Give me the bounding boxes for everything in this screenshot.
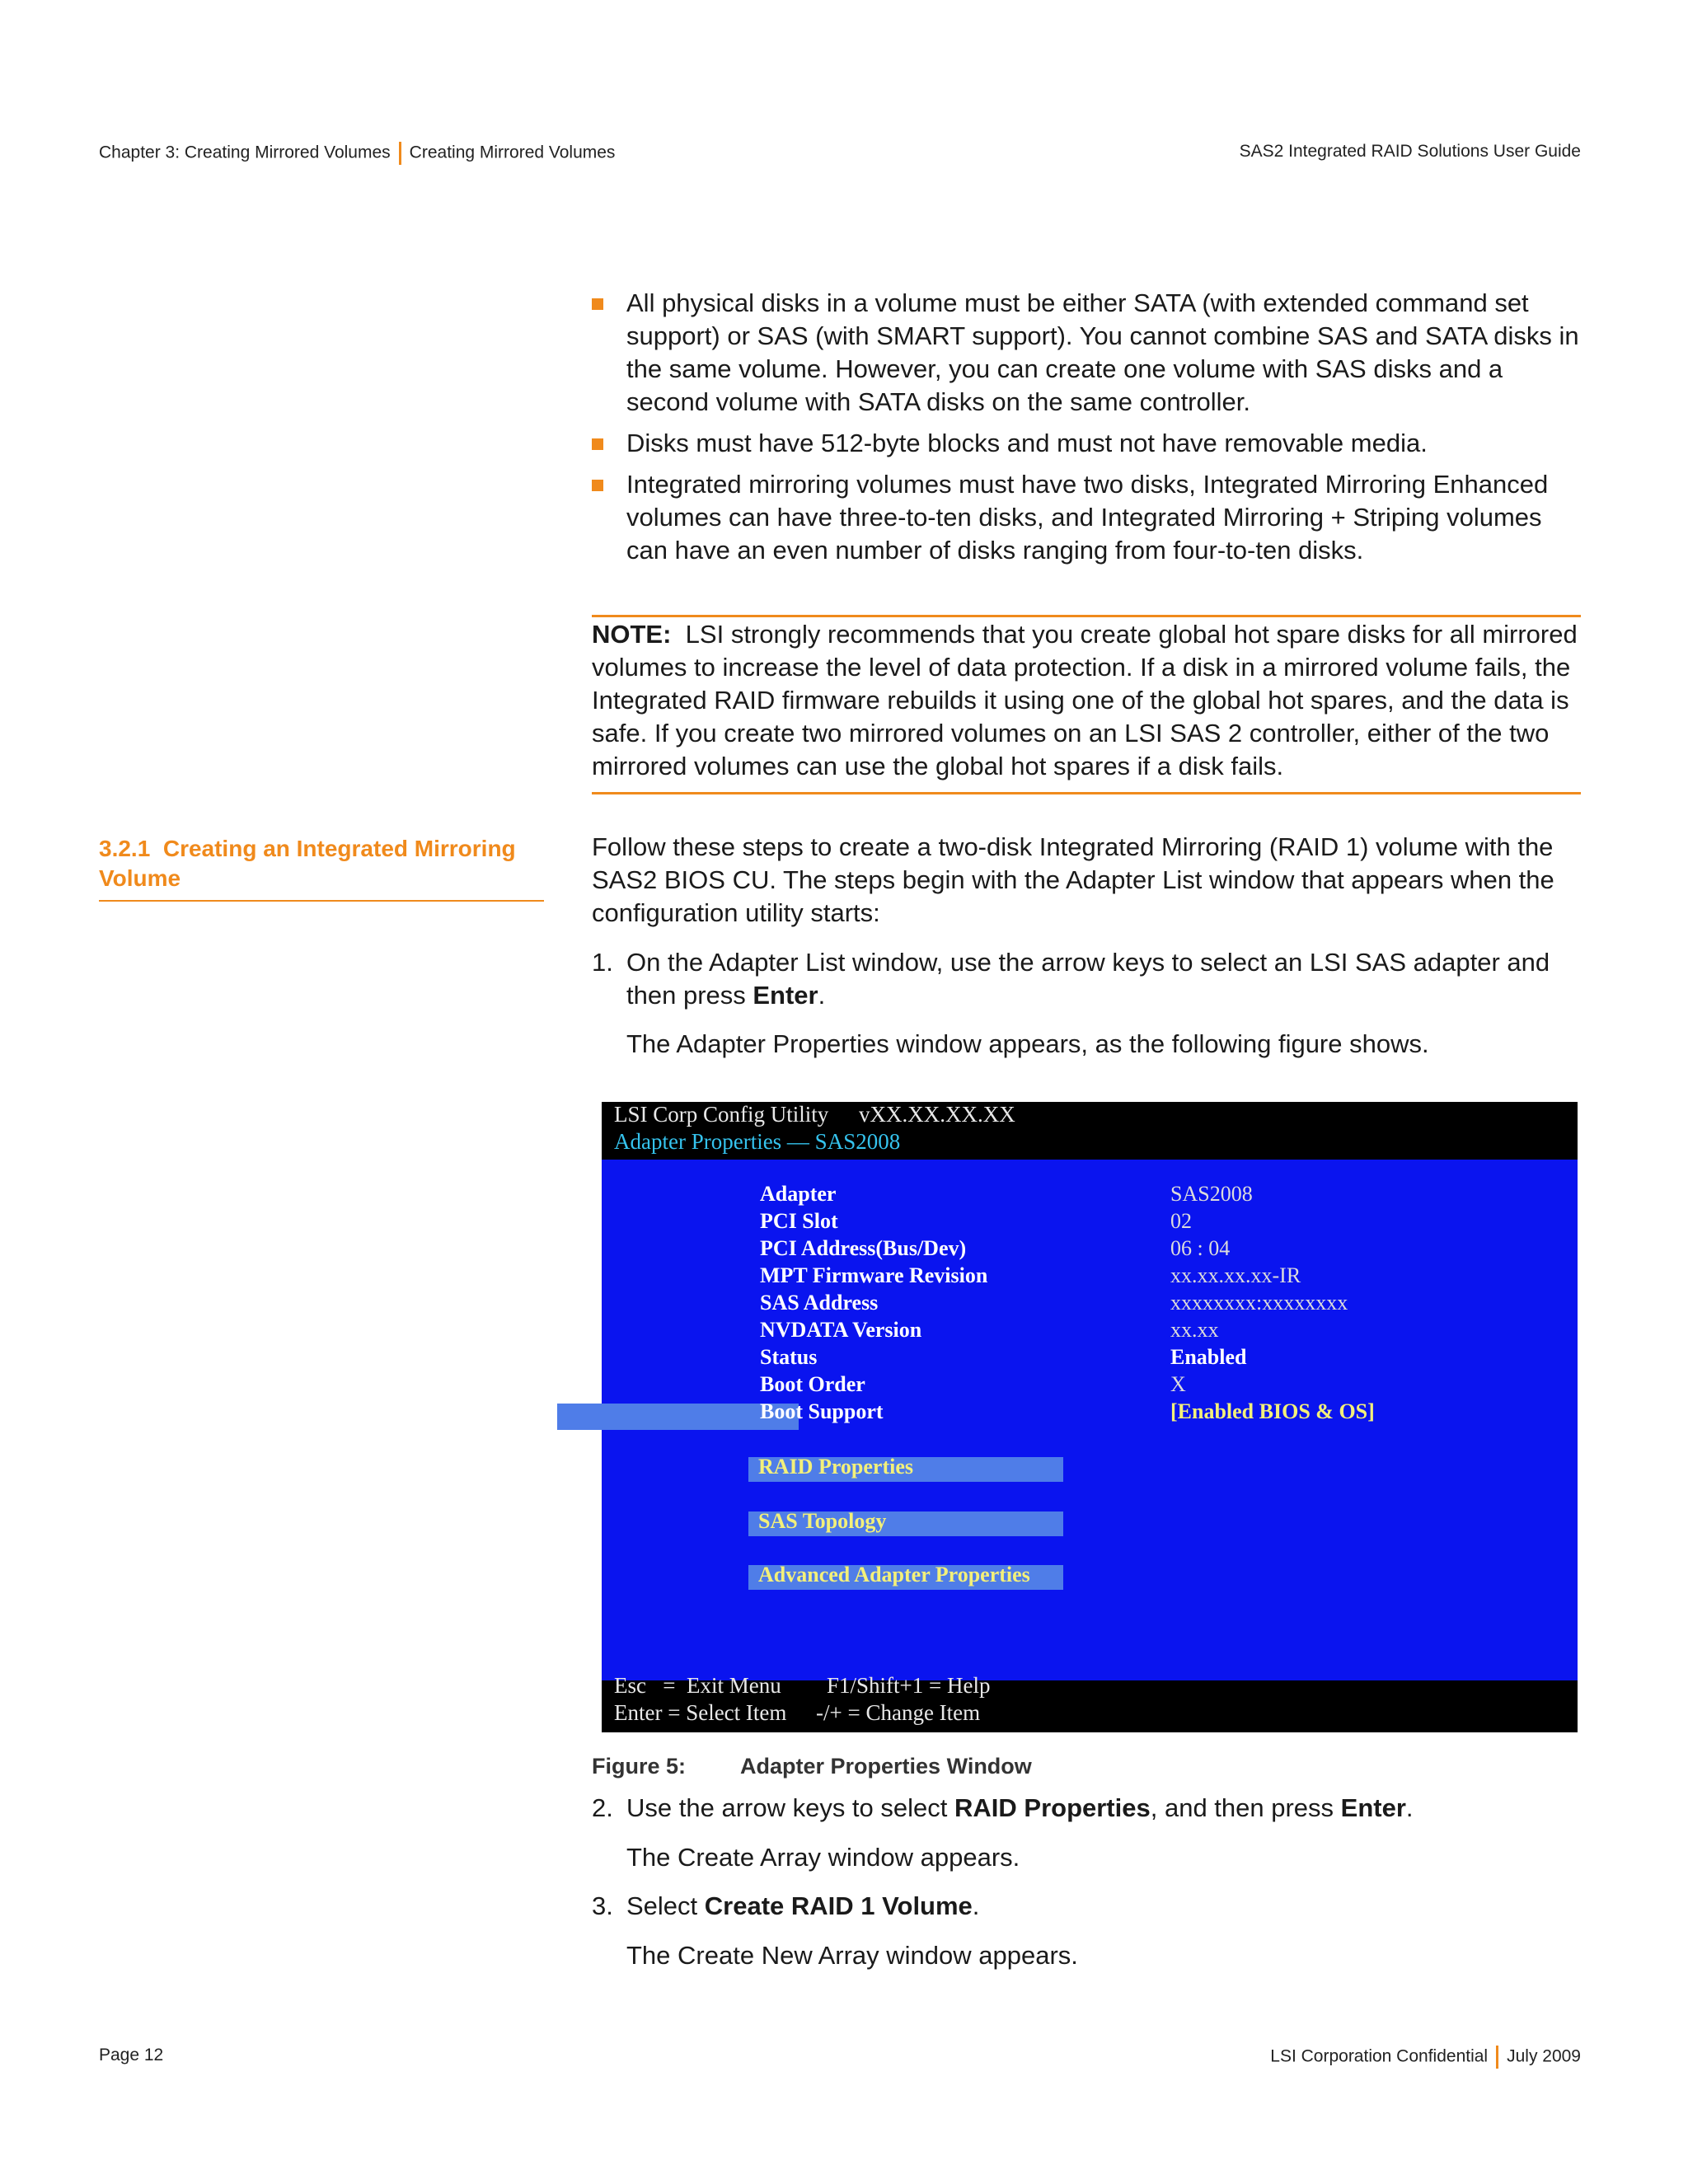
bios-value: Enabled: [1170, 1345, 1247, 1369]
intro-paragraph: Follow these steps to create a two-disk Integrated Mirroring (RAID 1) volume with the SAS2 BIOS CU. The steps begin with the Adapter List window that appears when the configuration utility starts:: [592, 832, 1554, 927]
running-footer-right: [1270, 2046, 1581, 2069]
note-text: LSI strongly recommends that you create global hot spare disks for all mirrored volumes to increase the level of data protection. If a disk in a mirrored volume fails, the Integrated RAID firmware rebuilds it using one of the global hot spares, and the data is safe. If you create two mirrored volumes on an LSI SAS 2 controller, either of the two mirrored volumes can use the global hot spares if a disk fails.: [592, 620, 1578, 780]
bullet-marker: [592, 438, 603, 450]
publication-date: July 2009: [1507, 2046, 1581, 2066]
bullet-item: Integrated mirroring volumes must have two disks, Integrated Mirroring Enhanced volumes can have three-to-ten disks, and Integrated Mirroring + Striping volumes can have an even number of disks ranging from four-to-ten disks.: [626, 470, 1549, 565]
guide-title: SAS2 Integrated RAID Solutions User Guide: [1239, 142, 1581, 161]
step-text-part: .: [818, 981, 826, 1010]
bullet-marker: [592, 480, 603, 491]
step-key: Enter: [753, 981, 818, 1010]
step-text-part: Select: [626, 1891, 705, 1920]
figure-label: Figure 5:: [592, 1754, 687, 1779]
header-separator: [399, 142, 401, 165]
bios-footer-enter: Enter = Select Item: [614, 1700, 787, 1725]
note-label: NOTE:: [592, 620, 672, 649]
note-bottom-rule: [592, 792, 1581, 794]
step-text: [626, 1792, 1581, 1825]
bios-value: [Enabled BIOS & OS]: [1170, 1399, 1375, 1423]
section-title: Creating Mirrored Volumes: [409, 143, 616, 162]
step-text-part: .: [1405, 1793, 1414, 1822]
step-text: [626, 946, 1581, 1012]
bios-value: 02: [1170, 1209, 1192, 1233]
bios-version: vXX.XX.XX.XX: [859, 1102, 1015, 1127]
bios-label: SAS Address: [760, 1291, 879, 1315]
step-result: The Create New Array window appears.: [626, 1941, 1078, 1970]
confidential-notice: LSI Corporation Confidential: [1270, 2046, 1489, 2066]
bios-value: xxxxxxxx:xxxxxxxx: [1170, 1291, 1348, 1315]
step-key: Create RAID 1 Volume: [704, 1891, 973, 1920]
step-text-part: .: [972, 1891, 980, 1920]
bios-value: xx.xx: [1170, 1318, 1219, 1342]
footer-separator: [1496, 2046, 1498, 2069]
step-text-part: On the Adapter List window, use the arrow keys to select an LSI SAS adapter and then press: [626, 948, 1550, 1010]
menu-advanced-adapter-properties[interactable]: [748, 1565, 1063, 1590]
menu-label: RAID Properties: [758, 1455, 913, 1479]
running-header-left: [99, 142, 615, 165]
page-number: Page 12: [99, 2046, 164, 2064]
bios-label: NVDATA Version: [760, 1318, 922, 1342]
bios-utility-title: LSI Corp Config Utility: [614, 1102, 829, 1127]
bios-label: Boot Order: [760, 1372, 865, 1396]
step-result: The Adapter Properties window appears, as the following figure shows.: [626, 1029, 1429, 1058]
bios-label: PCI Address(Bus/Dev): [760, 1236, 967, 1260]
bios-footer-change: -/+ = Change Item: [816, 1700, 981, 1725]
bios-footer-esc: Esc = Exit Menu: [614, 1673, 781, 1698]
bios-value: SAS2008: [1170, 1182, 1253, 1206]
step-number: 2.: [592, 1793, 613, 1822]
step-number: 1.: [592, 948, 613, 977]
bios-footer-help: F1/Shift+1 = Help: [827, 1673, 991, 1698]
bios-label: Adapter: [760, 1182, 837, 1206]
bios-value: X: [1170, 1372, 1186, 1396]
bios-label: MPT Firmware Revision: [760, 1263, 988, 1287]
note-top-rule: [592, 615, 1581, 617]
step-text-part: , and then press: [1150, 1793, 1341, 1822]
bullet-marker: [592, 298, 603, 310]
step-key: RAID Properties: [954, 1793, 1151, 1822]
figure-title: Adapter Properties Window: [740, 1754, 1032, 1779]
step-result: The Create Array window appears.: [626, 1843, 1020, 1872]
section-heading: [99, 834, 544, 893]
section-heading-text: Creating an Integrated Mirroring Volume: [99, 836, 516, 891]
menu-label: SAS Topology: [758, 1509, 887, 1533]
bios-label: PCI Slot: [760, 1209, 838, 1233]
section-heading-rule: [99, 900, 544, 902]
step-text: [626, 1890, 1581, 1923]
note: [592, 618, 1581, 783]
bios-subtitle: Adapter Properties — SAS2008: [614, 1129, 901, 1154]
section-number: 3.2.1: [99, 836, 151, 861]
step-key: Enter: [1340, 1793, 1406, 1822]
menu-sas-topology[interactable]: [748, 1511, 1063, 1536]
bios-label: Status: [760, 1345, 818, 1369]
menu-label: Advanced Adapter Properties: [758, 1563, 1030, 1586]
bios-label: Boot Support: [760, 1399, 884, 1423]
step-number: 3.: [592, 1891, 613, 1920]
bullet-item: All physical disks in a volume must be either SATA (with extended command set support) or SAS (with SMART support). You cannot combine SAS and SATA disks in the same volume. However, you can create one volume with SAS disks and a second volume with SATA disks on the same controller.: [626, 288, 1579, 416]
step-text-part: Use the arrow keys to select: [626, 1793, 954, 1822]
bullet-item: Disks must have 512-byte blocks and must not have removable media.: [626, 429, 1428, 457]
menu-raid-properties[interactable]: [748, 1457, 1063, 1482]
bios-value: xx.xx.xx.xx-IR: [1170, 1263, 1301, 1287]
chapter-title: Chapter 3: Creating Mirrored Volumes: [99, 143, 391, 162]
bios-value: 06 : 04: [1170, 1236, 1231, 1260]
